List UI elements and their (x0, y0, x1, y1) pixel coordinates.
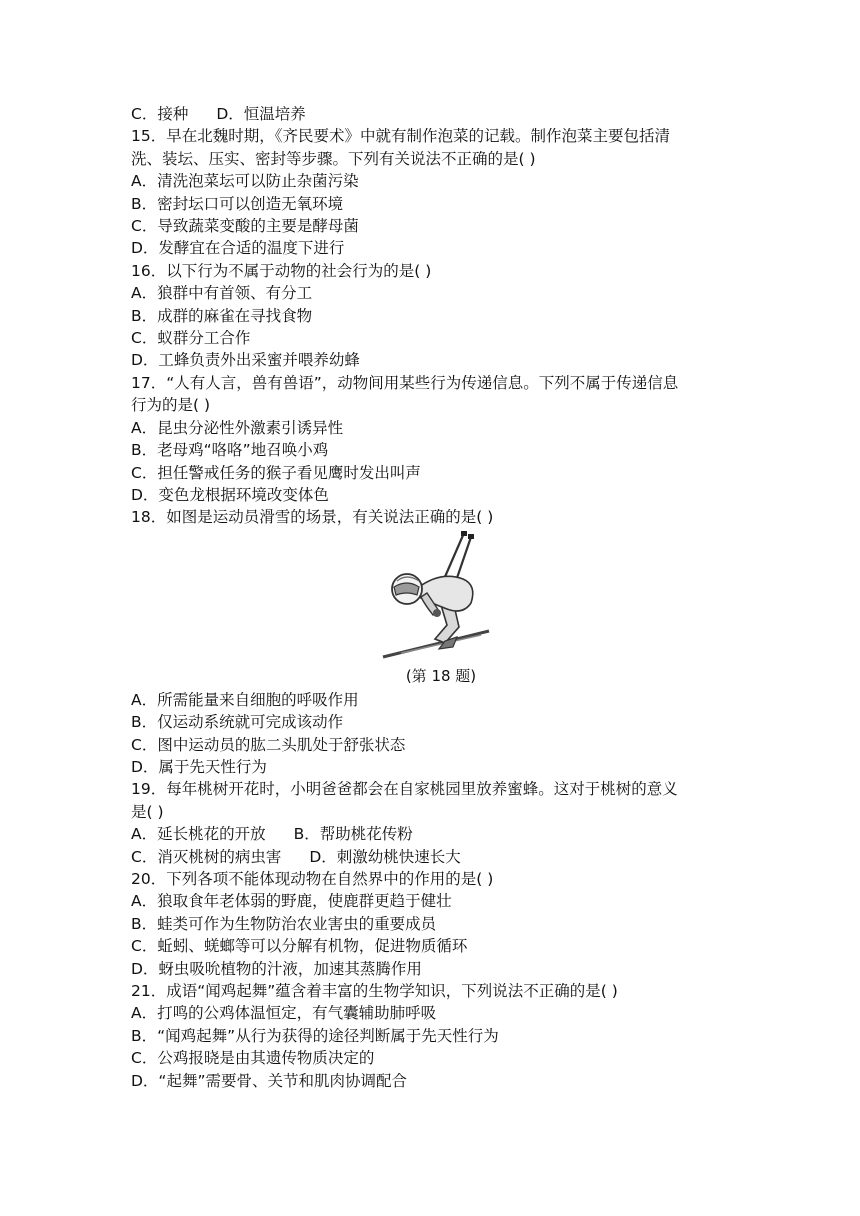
question-content (131, 103, 751, 1092)
text-line: 洗、装坛、压实、密封等步骤。下列有关说法不正确的是( ) (131, 149, 536, 168)
option-left: C．接种 (131, 105, 189, 123)
text-line: B．“闻鸡起舞”从行为获得的途径判断属于先天性行为 (131, 1026, 499, 1045)
option-left: C．消灭桃树的病虫害 (131, 847, 282, 866)
text-line: B．蛙类可作为生物防治农业害虫的重要成员 (131, 914, 437, 933)
text-line: A．清洗泡菜坛可以防止杂菌污染 (131, 172, 359, 191)
text-line: B．成群的麻雀在寻找食物 (131, 306, 313, 325)
text-line: C．担任警戒任务的猴子看见鹰时发出叫声 (131, 463, 421, 482)
text-line: 行为的是( ) (131, 396, 211, 415)
text-line: 15．早在北魏时期，《齐民要术》中就有制作泡菜的记载。制作泡菜主要包括清 (131, 127, 670, 146)
option-right: D．刺激幼桃快速长大 (309, 847, 461, 866)
text-line: 21．成语“闻鸡起舞”蕴含着丰富的生物学知识，下列说法不正确的是( ) (131, 982, 618, 1000)
text-line: D．蚜虫吸吮植物的汁液，加速其蒸腾作用 (131, 959, 422, 978)
text-line (131, 103, 751, 125)
text-line (131, 823, 751, 845)
questions-14-18 (131, 103, 751, 529)
text-line: A．昆虫分泌性外激素引诱异性 (131, 418, 344, 437)
text-line: A．狼群中有首领、有分工 (131, 284, 313, 303)
text-line: D．变色龙根据环境改变体色 (131, 485, 329, 504)
text-line: 是( ) (131, 802, 164, 821)
text-line: D．属于先天性行为 (131, 757, 267, 776)
option-left: A．延长桃花的开放 (131, 825, 266, 844)
text-line: D．工蜂负责外出采蜜并喂养幼蜂 (131, 351, 360, 370)
figure-q18 (131, 529, 751, 665)
text-line (131, 846, 751, 868)
option-right: D．恒温培养 (216, 105, 306, 123)
text-line: D．“起舞”需要骨、关节和肌肉协调配合 (131, 1071, 407, 1090)
text-line: A．打鸣的公鸡体温恒定，有气囊辅助肺呼吸 (131, 1004, 437, 1023)
text-line: 17．“人有人言，兽有兽语”，动物间用某些行为传递信息。下列不属于传递信息 (131, 373, 679, 392)
text-line: 18．如图是运动员滑雪的场景，有关说法正确的是( ) (131, 508, 494, 527)
text-line: C．蚯蚓、蜣螂等可以分解有机物，促进物质循环 (131, 937, 468, 956)
text-line: 20．下列各项不能体现动物在自然界中的作用的是( ) (131, 869, 494, 888)
figure-caption: (第 18 题) (405, 666, 477, 685)
text-line: B．密封坛口可以创造无氧环境 (131, 194, 344, 213)
text-line: C．公鸡报晓是由其遗传物质决定的 (131, 1049, 375, 1068)
text-line: B．老母鸡“咯咯”地召唤小鸡 (131, 441, 329, 460)
questions-18-21 (131, 689, 751, 1092)
text-line: C．导致蔬菜变酸的主要是酵母菌 (131, 217, 359, 236)
text-line: B．仅运动系统就可完成该动作 (131, 713, 344, 732)
text-line: D．发酵宜在合适的温度下进行 (131, 239, 345, 258)
option-right: B．帮助桃花传粉 (293, 825, 413, 844)
text-line: 16．以下行为不属于动物的社会行为的是( ) (131, 261, 432, 280)
text-line: 19．每年桃树开花时，小明爸爸都会在自家桃园里放养蜜蜂。这对于桃树的意义 (131, 780, 678, 799)
text-line: C．蚁群分工合作 (131, 329, 251, 348)
text-line: C．图中运动员的肱二头肌处于舒张状态 (131, 735, 406, 754)
text-line: A．狼取食年老体弱的野鹿，使鹿群更趋于健壮 (131, 892, 452, 911)
text-line: A．所需能量来自细胞的呼吸作用 (131, 690, 359, 709)
skier-illustration (361, 531, 521, 663)
